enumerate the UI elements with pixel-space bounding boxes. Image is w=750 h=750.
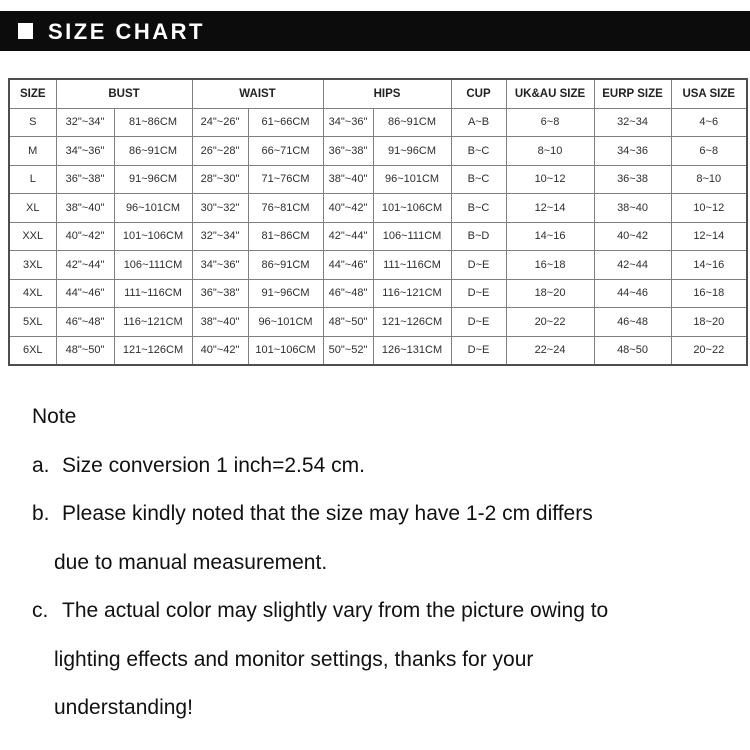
table-row [9,279,747,308]
table-cell: 38"~40" [323,165,373,194]
table-cell: 81~86CM [114,108,192,137]
table-cell: 50"~52" [323,336,373,365]
table-cell: 3XL [9,251,56,280]
table-cell: 46"~48" [56,308,114,337]
table-cell: 20~22 [506,308,594,337]
table-cell: D~E [451,336,506,365]
table-cell: 126~131CM [373,336,451,365]
table-cell: 106~111CM [373,222,451,251]
note-item-text: Size conversion 1 inch=2.54 cm. [62,453,365,477]
note-item-prefix: b. [32,502,50,525]
size-chart-table [8,78,748,366]
table-cell: 34"~36" [56,137,114,166]
table-cell: 86~91CM [248,251,323,280]
table-row [9,194,747,223]
table-cell: 40"~42" [56,222,114,251]
table-cell: 66~71CM [248,137,323,166]
table-cell: 40"~42" [192,336,248,365]
note-item-prefix: c. [32,599,49,622]
table-cell: 44"~46" [323,251,373,280]
table-cell: 121~126CM [373,308,451,337]
table-cell: 48"~50" [323,308,373,337]
table-cell: 18~20 [671,308,747,337]
note-item-line [32,539,732,588]
table-cell: B~C [451,194,506,223]
table-cell: D~E [451,308,506,337]
table-cell: 4XL [9,279,56,308]
note-item-line [32,636,732,685]
table-cell: 81~86CM [248,222,323,251]
note-item-line [32,587,732,636]
column-header-ukau-size: UK&AU SIZE [506,79,594,108]
table-cell: 111~116CM [114,279,192,308]
table-cell: 24"~26" [192,108,248,137]
table-cell: 111~116CM [373,251,451,280]
table-cell: 101~106CM [248,336,323,365]
table-cell: 44~46 [594,279,671,308]
note-item-text: The actual color may slightly vary from the picture owing to [62,599,609,622]
table-cell: XXL [9,222,56,251]
table-cell: 91~96CM [248,279,323,308]
column-header-bust: BUST [56,79,192,108]
table-cell: 34"~36" [192,251,248,280]
table-row [9,137,747,166]
table-cell: 76~81CM [248,194,323,223]
table-cell: 32~34 [594,108,671,137]
table-cell: XL [9,194,56,223]
table-cell: 12~14 [506,194,594,223]
table-cell: B~D [451,222,506,251]
table-cell: 42~44 [594,251,671,280]
note-item-text: understanding! [54,696,193,719]
table-cell: 36"~38" [192,279,248,308]
table-cell: 71~76CM [248,165,323,194]
table-cell: 10~12 [671,194,747,223]
table-cell: S [9,108,56,137]
table-cell: B~C [451,137,506,166]
table-cell: 40"~42" [323,194,373,223]
table-cell: 18~20 [506,279,594,308]
table-cell: 86~91CM [114,137,192,166]
table-cell: 16~18 [671,279,747,308]
column-header-waist: WAIST [192,79,323,108]
table-cell: 101~106CM [373,194,451,223]
table-cell: 5XL [9,308,56,337]
table-cell: 96~101CM [114,194,192,223]
table-cell: 32"~34" [56,108,114,137]
table-row [9,308,747,337]
title-bar [0,11,750,51]
table-cell: 42"~44" [323,222,373,251]
table-cell: 32"~34" [192,222,248,251]
table-header-row [9,79,747,108]
table-cell: 96~101CM [373,165,451,194]
table-cell: D~E [451,279,506,308]
table-cell: 106~111CM [114,251,192,280]
page-title: SIZE CHART [48,18,205,44]
note-item-line [32,684,732,733]
table-cell: 4~6 [671,108,747,137]
table-cell: 34~36 [594,137,671,166]
table-cell: 46~48 [594,308,671,337]
table-cell: 14~16 [671,251,747,280]
table-cell: A~B [451,108,506,137]
table-row [9,251,747,280]
size-chart-table-wrapper [8,78,748,366]
table-cell: 48"~50" [56,336,114,365]
table-cell: 28"~30" [192,165,248,194]
table-cell: 16~18 [506,251,594,280]
table-cell: 14~16 [506,222,594,251]
column-header-hips: HIPS [323,79,451,108]
table-cell: 91~96CM [373,137,451,166]
note-item-prefix: a. [32,453,50,477]
table-cell: 86~91CM [373,108,451,137]
table-row [9,336,747,365]
table-cell: 8~10 [671,165,747,194]
table-cell: 116~121CM [373,279,451,308]
column-header-size: SIZE [9,79,56,108]
note-item-line [32,490,732,539]
column-header-usa-size: USA SIZE [671,79,747,108]
column-header-cup: CUP [451,79,506,108]
square-bullet-icon [18,23,33,39]
table-cell: 34"~36" [323,108,373,137]
table-cell: 61~66CM [248,108,323,137]
table-cell: 20~22 [671,336,747,365]
table-cell: 48~50 [594,336,671,365]
table-row [9,222,747,251]
table-cell: 26"~28" [192,137,248,166]
table-cell: 42"~44" [56,251,114,280]
table-cell: 6~8 [671,137,747,166]
table-cell: 6~8 [506,108,594,137]
table-cell: 91~96CM [114,165,192,194]
notes-title-text: Note [32,405,77,428]
table-row [9,108,747,137]
note-item-text: due to manual measurement. [54,550,328,574]
table-cell: 116~121CM [114,308,192,337]
table-cell: 96~101CM [248,308,323,337]
table-cell: 38"~40" [192,308,248,337]
table-cell: L [9,165,56,194]
table-cell: 36"~38" [56,165,114,194]
table-cell: 6XL [9,336,56,365]
table-cell: 36~38 [594,165,671,194]
note-item-line [32,442,732,491]
table-cell: 12~14 [671,222,747,251]
table-cell: 101~106CM [114,222,192,251]
notes-section [32,393,732,733]
table-cell: 40~42 [594,222,671,251]
table-cell: 22~24 [506,336,594,365]
table-cell: 10~12 [506,165,594,194]
table-cell: 38"~40" [56,194,114,223]
table-row [9,165,747,194]
table-cell: 8~10 [506,137,594,166]
notes-title [32,393,732,442]
table-cell: D~E [451,251,506,280]
table-cell: 44"~46" [56,279,114,308]
table-cell: 121~126CM [114,336,192,365]
note-item-text: lighting effects and monitor settings, thanks for your [54,647,534,671]
note-item-text: Please kindly noted that the size may have 1-2 cm differs [62,502,593,525]
table-cell: B~C [451,165,506,194]
column-header-eurp-size: EURP SIZE [594,79,671,108]
table-cell: 30"~32" [192,194,248,223]
table-cell: M [9,137,56,166]
table-cell: 38~40 [594,194,671,223]
table-cell: 36"~38" [323,137,373,166]
table-cell: 46"~48" [323,279,373,308]
